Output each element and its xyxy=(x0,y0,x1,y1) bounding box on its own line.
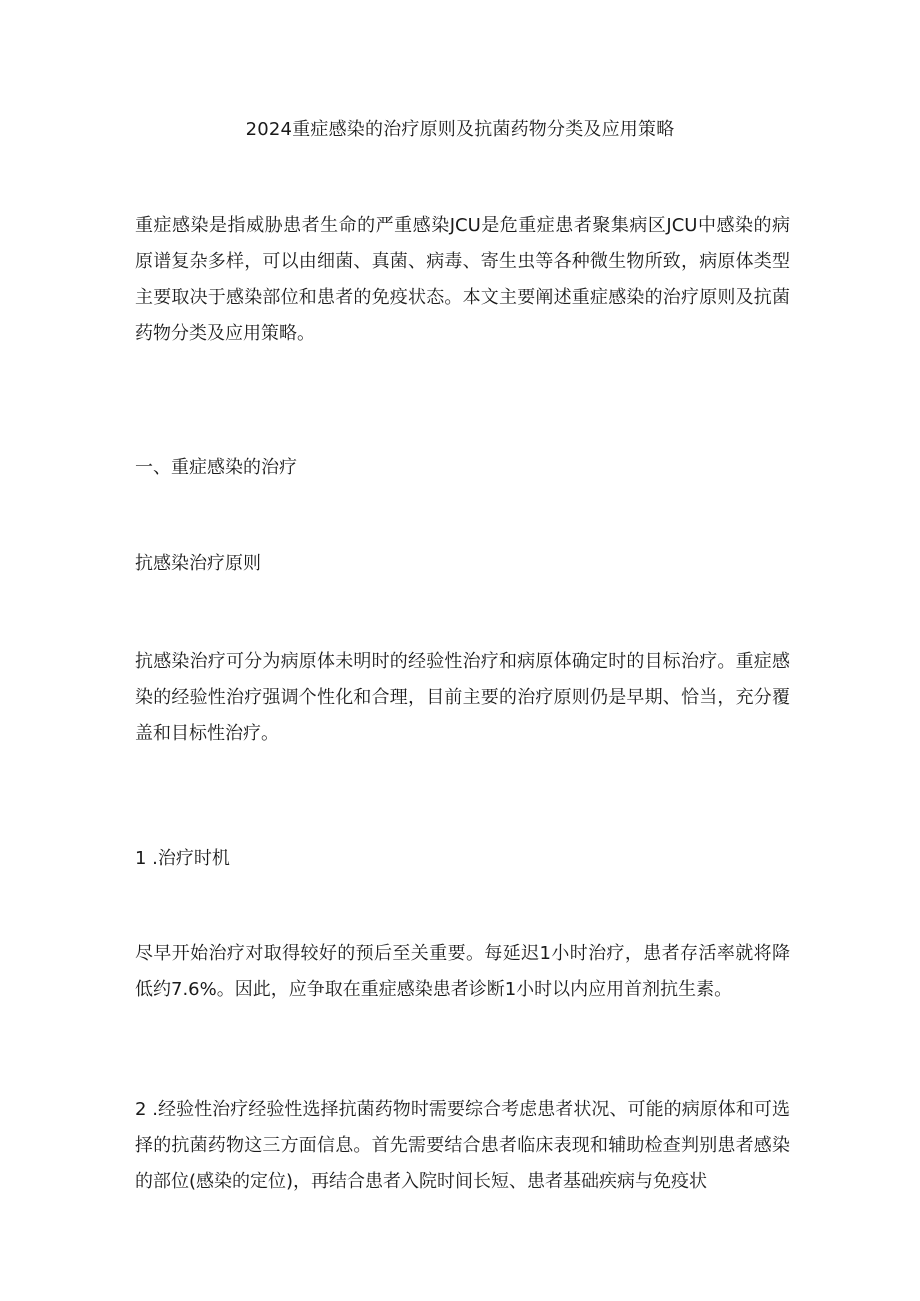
document-title: 2024重症感染的治疗原则及抗菌药物分类及应用策略 xyxy=(245,119,675,140)
intro-paragraph: 重症感染是指威胁患者生命的严重感染JCU是危重症患者聚集病区JCU中感染的病原谱复杂多样，可以由细菌、真菌、病毒、寄生虫等各种微生物所致，病原体类型主要取决于感染部位和患者的免疫状态。本文主要阐述重症感染的治疗原则及抗菌药物分类及应用策略。 xyxy=(135,215,790,344)
item1-heading: 1 .治疗时机 xyxy=(135,848,230,869)
principle-paragraph: 抗感染治疗可分为病原体未明时的经验性治疗和病原体确定时的目标治疗。重症感染的经验性治疗强调个性化和合理，目前主要的治疗原则仍是早期、恰当，充分覆盖和目标性治疗。 xyxy=(135,651,790,744)
section-heading: 一、重症感染的治疗 xyxy=(135,457,297,478)
item2-paragraph: 2 .经验性治疗经验性选择抗菌药物时需要综合考虑患者状况、可能的病原体和可选择的抗菌药物这三方面信息。首先需要结合患者临床表现和辅助检查判别患者感染的部位(感染的定位)，再结合患者入院时间长短、患者基础疾病与免疫状 xyxy=(135,1099,790,1192)
subsection-heading: 抗感染治疗原则 xyxy=(135,553,261,574)
item1-paragraph: 尽早开始治疗对取得较好的预后至关重要。每延迟1小时治疗，患者存活率就将降低约7.6%。因此，应争取在重症感染患者诊断1小时以内应用首剂抗生素。 xyxy=(135,943,790,1000)
